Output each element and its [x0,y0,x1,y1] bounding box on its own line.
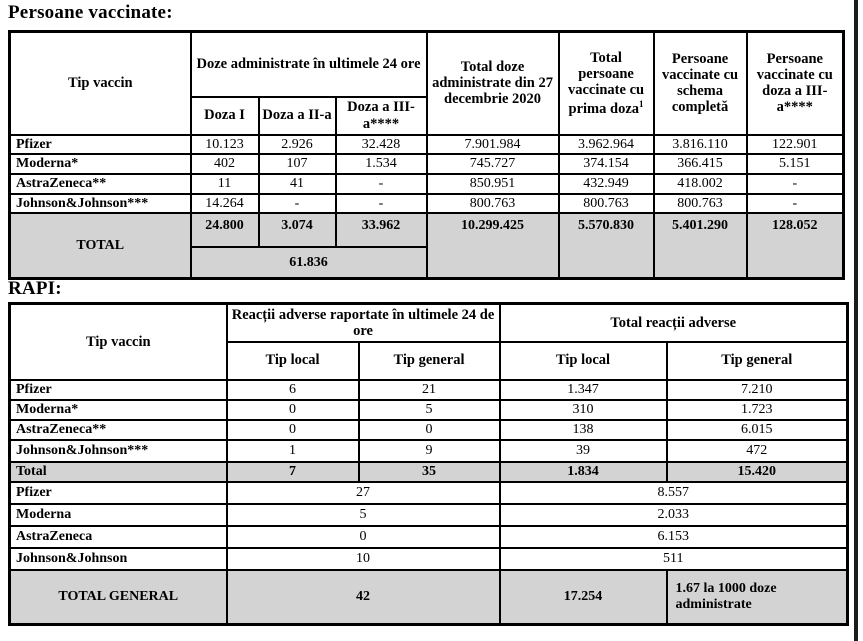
cell-doza3: 1.534 [336,154,427,174]
cell-doza2: - [259,194,336,214]
header-row-group [10,32,844,97]
page-border-right [854,0,858,641]
total-row-a [10,213,844,247]
vaccine-name: Johnson&Johnson [10,548,227,570]
rapi-total-general-total: 15.420 [667,462,848,482]
rapi-total-general-row [10,570,848,625]
cell-doza2: 107 [259,154,336,174]
cell-merged-24h: 0 [227,526,500,548]
header-total-prima-doza-text: Total persoane vaccinate cu prima doza [567,49,645,117]
rapi-total-local-24h: 7 [227,462,359,482]
cell-local-total: 310 [500,400,667,420]
rapi-header-tip-vaccin: Tip vaccin [10,304,227,380]
header-doza-3: Doza a III-a**** [336,97,427,135]
cell-local-total: 39 [500,440,667,462]
rapi-row-moderna [10,400,848,420]
rapi-row-pfizer [10,380,848,400]
header-doze-24h-group: Doze administrate în ultimele 24 ore [191,32,427,97]
rapi-total-row [10,462,848,482]
header-persoane-doza-3: Persoane vaccinate cu doza a III-a**** [747,32,844,135]
total-label: TOTAL [10,213,191,278]
cell-doza1: 14.264 [191,194,259,214]
rapi-header-tip-general-total: Tip general [667,342,848,380]
cell-total-doze: 850.951 [427,174,559,194]
rapi-merged-row-astrazeneca [10,526,848,548]
cell-total-doze: 745.727 [427,154,559,174]
vaccine-name: Moderna [10,504,227,526]
table-row-moderna [10,154,844,174]
cell-total-doze: 800.763 [427,194,559,214]
header-tip-vaccin: Tip vaccin [10,32,191,135]
cell-doza1: 402 [191,154,259,174]
cell-local-24h: 0 [227,400,359,420]
cell-doza3-persoane: 5.151 [747,154,844,174]
total-doza2: 3.074 [259,213,336,247]
total-schema: 5.401.290 [654,213,747,278]
total-prima-doza: 5.570.830 [559,213,654,278]
cell-doza3: - [336,174,427,194]
section-title-persoane-vaccinate: Persoane vaccinate: [8,2,173,23]
cell-local-24h: 6 [227,380,359,400]
table-row-astrazeneca [10,174,844,194]
rapi-header-group-total: Total reacții adverse [500,304,848,342]
rapi-table [8,302,849,626]
cell-general-24h: 9 [359,440,500,462]
header-total-prima-doza [559,32,654,135]
cell-doza3-persoane: 122.901 [747,135,844,155]
cell-prima-doza: 800.763 [559,194,654,214]
table-row-pfizer [10,135,844,155]
cell-schema: 418.002 [654,174,747,194]
cell-total-doze: 7.901.984 [427,135,559,155]
vaccine-name: AstraZeneca [10,526,227,548]
cell-doza2: 41 [259,174,336,194]
cell-general-total: 6.015 [667,420,848,440]
total-sum-24h: 61.836 [191,247,427,278]
cell-merged-24h: 5 [227,504,500,526]
rapi-total-label: Total [10,462,227,482]
vaccine-name: AstraZeneca** [10,174,191,194]
vaccinated-table [8,30,845,280]
rapi-row-astrazeneca [10,420,848,440]
table-row-johnson [10,194,844,214]
vaccine-name: Pfizer [10,380,227,400]
rapi-header-tip-general-24h: Tip general [359,342,500,380]
header-schema-completa: Persoane vaccinate cu schema completă [654,32,747,135]
cell-prima-doza: 3.962.964 [559,135,654,155]
cell-prima-doza: 374.154 [559,154,654,174]
header-total-doze: Total doze administrate din 27 decembrie 2020 [427,32,559,135]
cell-local-24h: 0 [227,420,359,440]
rapi-header-row-group [10,304,848,342]
vaccine-name: Moderna* [10,154,191,174]
cell-doza1: 11 [191,174,259,194]
vaccine-name: Moderna* [10,400,227,420]
cell-general-total: 1.723 [667,400,848,420]
total-general-rate-note: 1.67 la 1000 doze administrate [667,570,848,625]
vaccine-name: AstraZeneca** [10,420,227,440]
rapi-merged-row-johnson [10,548,848,570]
cell-prima-doza: 432.949 [559,174,654,194]
cell-doza3-persoane: - [747,174,844,194]
cell-general-total: 472 [667,440,848,462]
header-doza-1: Doza I [191,97,259,135]
cell-local-24h: 1 [227,440,359,462]
vaccine-name: Johnson&Johnson*** [10,194,191,214]
cell-merged-total: 8.557 [500,482,848,504]
vaccine-name: Pfizer [10,482,227,504]
cell-general-24h: 21 [359,380,500,400]
cell-doza3: - [336,194,427,214]
cell-merged-total: 6.153 [500,526,848,548]
rapi-header-tip-local-total: Tip local [500,342,667,380]
rapi-header-group-24h: Reacții adverse raportate în ultimele 24 de ore [227,304,500,342]
cell-general-24h: 0 [359,420,500,440]
total-general-24h: 42 [227,570,500,625]
cell-schema: 3.816.110 [654,135,747,155]
total-doza1: 24.800 [191,213,259,247]
rapi-row-johnson [10,440,848,462]
cell-local-total: 1.347 [500,380,667,400]
rapi-total-local-total: 1.834 [500,462,667,482]
cell-general-total: 7.210 [667,380,848,400]
total-doza3: 33.962 [336,213,427,247]
cell-merged-24h: 10 [227,548,500,570]
section-title-rapi: RAPI: [8,278,62,299]
cell-doza2: 2.926 [259,135,336,155]
total-general-local: 17.254 [500,570,667,625]
total-general-label: TOTAL GENERAL [10,570,227,625]
rapi-total-general-24h: 35 [359,462,500,482]
cell-doza3: 32.428 [336,135,427,155]
rapi-merged-row-pfizer [10,482,848,504]
cell-doza1: 10.123 [191,135,259,155]
total-total-doze: 10.299.425 [427,213,559,278]
cell-general-24h: 5 [359,400,500,420]
cell-doza3-persoane: - [747,194,844,214]
cell-schema: 800.763 [654,194,747,214]
cell-schema: 366.415 [654,154,747,174]
cell-merged-total: 511 [500,548,848,570]
cell-merged-total: 2.033 [500,504,848,526]
total-doza3-persoane: 128.052 [747,213,844,278]
cell-merged-24h: 27 [227,482,500,504]
rapi-header-tip-local-24h: Tip local [227,342,359,380]
rapi-merged-row-moderna [10,504,848,526]
footnote-superscript: 1 [639,98,644,109]
header-doza-2: Doza a II-a [259,97,336,135]
cell-local-total: 138 [500,420,667,440]
vaccine-name: Johnson&Johnson*** [10,440,227,462]
vaccine-name: Pfizer [10,135,191,155]
